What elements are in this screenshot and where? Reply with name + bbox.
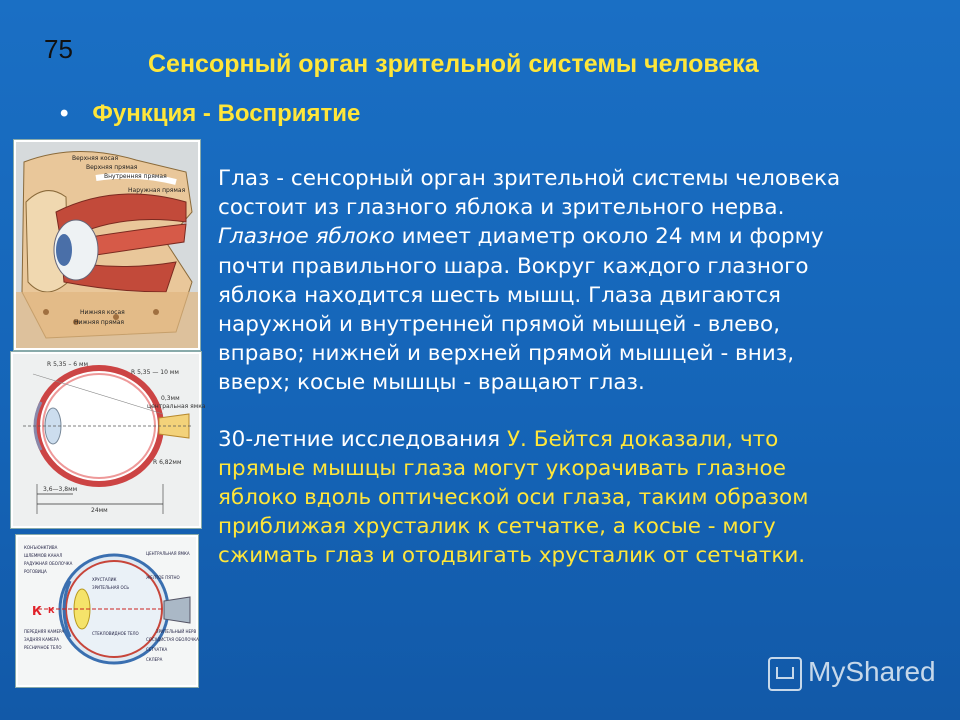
eye-muscles-drawing — [16, 142, 198, 348]
text-emphasis: Глазное яблоко — [218, 224, 395, 250]
text-line: 30-летние исследования — [218, 426, 507, 452]
fig1-label: Нижняя прямая — [74, 319, 125, 326]
bullet-item — [60, 100, 360, 128]
fig3-letter: К — [48, 606, 55, 615]
text-highlight: приближая хрусталик к сетчатке, а косые - могу — [218, 514, 776, 540]
fig2-label: R 5,35 — 10 мм — [131, 369, 179, 376]
fig3-label: СКЛЕРА — [146, 657, 163, 662]
fig3-label: КОНЪЮНКТИВА — [24, 545, 58, 550]
presentation-icon — [768, 657, 802, 691]
bullet-dot-icon: • — [60, 100, 69, 127]
paragraph-2 — [218, 425, 918, 571]
text-line: наружной и внутренней прямой мышцей - влево, — [218, 312, 781, 338]
fig3-label: РЕСНИЧНОЕ ТЕЛО — [24, 645, 62, 650]
fig1-label: Внутренняя прямая — [104, 173, 167, 180]
fig3-label: РОГОВИЦА — [24, 569, 47, 574]
fig3-label: ЗАДНЯЯ КАМЕРА — [24, 637, 59, 642]
fig2-label: 3,6—3,8мм — [43, 486, 78, 493]
fig3-label: ЖЕЛТОЕ ПЯТНО — [146, 575, 180, 580]
fig3-label: РАДУЖНАЯ ОБОЛОЧКА — [24, 561, 73, 566]
text-line: вправо; нижней и верхней прямой мышцей - вниз, — [218, 341, 795, 367]
eye-dimensions-figure — [11, 352, 206, 528]
text-line: Глаз - сенсорный орган зрительной системы человека — [218, 166, 841, 191]
fig3-label: ХРУСТАЛИК — [92, 577, 117, 582]
text-line: состоит из глазного яблока и зрительного нерва. — [218, 195, 785, 221]
fig3-label: СЕТЧАТКА — [146, 647, 168, 652]
text-line: вверх; косые мышцы - вращают глаз. — [218, 370, 645, 396]
fig1-label: Наружная прямая — [128, 187, 186, 194]
fig2-label: 24мм — [91, 507, 108, 514]
eye-anatomy-figure — [16, 535, 198, 687]
fig3-letter: К — [32, 604, 42, 618]
fig2-label: R 5,35 – 6 мм — [47, 361, 89, 368]
text-line: яблока находится шесть мышц. Глаза двигаются — [218, 282, 781, 308]
eye-muscles-figure — [14, 140, 200, 350]
text-line: почти правильного шара. Вокруг каждого глазного — [218, 253, 809, 279]
fig3-label: ЗРИТЕЛЬНЫЙ НЕРВ — [156, 629, 197, 634]
fig3-label: ЦЕНТРАЛЬНАЯ ЯМКА — [146, 551, 190, 556]
eye-dimensions-drawing — [13, 354, 206, 526]
fig3-label: ШЛЕММОВ КАНАЛ — [24, 553, 63, 558]
slide-title: Сенсорный орган зрительной системы человека — [148, 50, 759, 78]
text-highlight: У. Бейтся доказали, что — [506, 426, 779, 452]
fig1-label: Нижняя косая — [80, 309, 125, 316]
watermark — [768, 656, 936, 691]
fig2-label: центральная ямка — [147, 403, 206, 410]
watermark-text: MyShared — [808, 656, 936, 687]
bullet-label: Функция - Восприятие — [92, 100, 361, 127]
fig3-label: ПЕРЕДНЯЯ КАМЕРА — [24, 629, 65, 634]
text-line: имеет диаметр около 24 мм и форму — [394, 224, 824, 250]
fig3-label: СТЕКЛОВИДНОЕ ТЕЛО — [92, 631, 139, 636]
slide-number: 75 — [44, 34, 73, 64]
text-highlight: прямые мышцы глаза могут укорачивать глазное — [218, 455, 786, 481]
fig1-label: Верхняя косая — [72, 155, 119, 162]
fig2-label: R 6,82мм — [153, 459, 182, 466]
text-highlight: сжимать глаз и отодвигать хрусталик от сетчатки. — [218, 543, 806, 569]
text-highlight: яблоко вдоль оптической оси глаза, таким образом — [218, 485, 809, 511]
eye-anatomy-drawing — [18, 537, 199, 685]
fig3-label: ЗРИТЕЛЬНАЯ ОСЬ — [92, 585, 130, 590]
fig2-label: 0,3мм — [161, 395, 180, 402]
paragraph-1 — [218, 164, 918, 398]
main-text — [218, 164, 918, 571]
fig1-label: Верхняя прямая — [86, 164, 138, 171]
fig3-label: СОСУДИСТАЯ ОБОЛОЧКА — [146, 637, 199, 642]
